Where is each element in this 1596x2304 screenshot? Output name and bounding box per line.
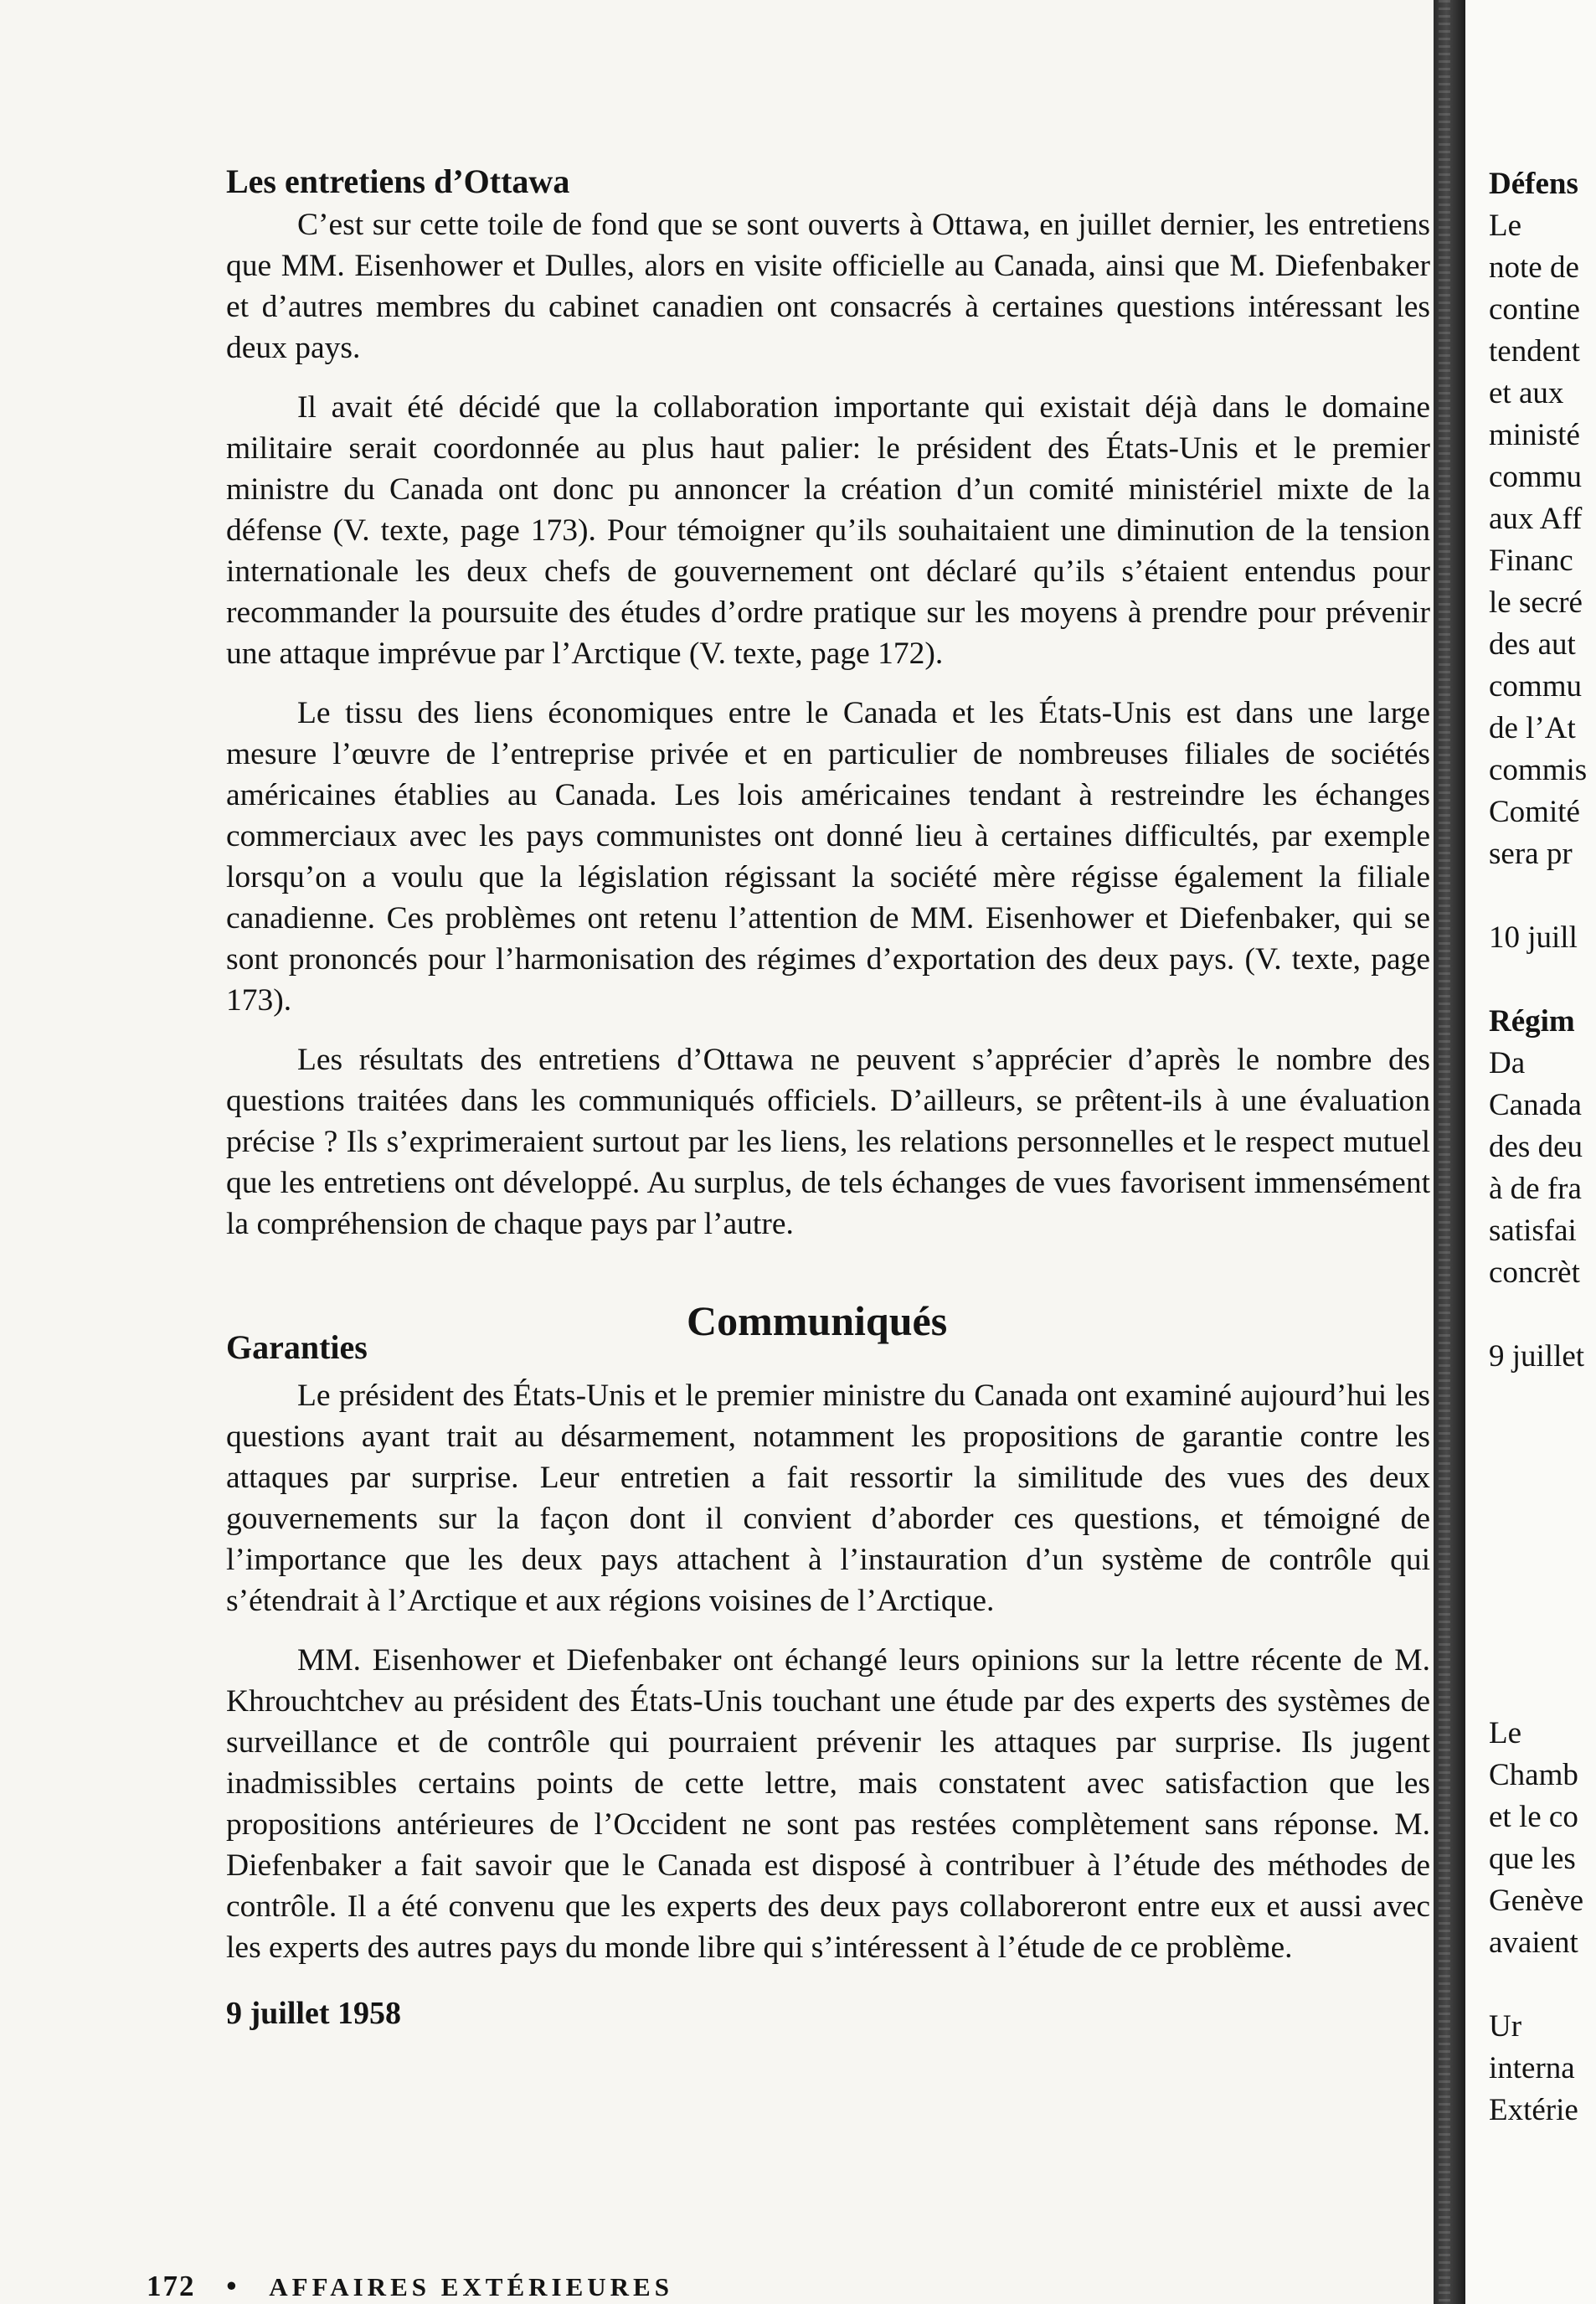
right-page-line: 9 juillet bbox=[1489, 1339, 1585, 1374]
right-page-line: Défens bbox=[1489, 167, 1578, 201]
right-page-line bbox=[1489, 1503, 1596, 1545]
right-page-line: ministé bbox=[1489, 418, 1580, 452]
right-page-line: Ur bbox=[1489, 2009, 1522, 2044]
paragraph: Le tissu des liens économiques entre le Canada et les États-Unis est dans une large mesure l’œuvre de l’entreprise privée et en particulier de nombreuses filiales de sociétés américaines établies au Canada. Les lois américaines tendant à restreindre les échanges commerciaux avec les pays communistes ont donné lieu à certaines difficultés, par exemple lorsqu’on a voulu que la législation régissant la société mère régisse également la filiale canadienne. Ces problèmes ont retenu l’attention de MM. Eisenhower et Diefenbaker, qui se sont prononcés pour l’harmonisation des régimes d’exportation des deux pays. (V. texte, page 173). bbox=[226, 696, 1430, 1018]
paragraph: Il avait été décidé que la collaboration importante qui existait déjà dans le domaine militaire serait coordonnée au plus haut palier: le président des États-Unis et le premier ministre du Canada ont donc pu annoncer la création d’un comité ministériel mixte de la défense (V. texte, page 173). Pour témoigner qu’ils souhaitaient une diminution de la tension internationale les deux chefs de gouvernement ont déclaré qu’ils s’étaient entendus pour recommander la poursuite des études d’ordre pratique sur les moyens à prendre pour prévenir une attaque imprévue par l’Arctique (V. texte, page 172). bbox=[226, 390, 1430, 671]
right-page-line: Le bbox=[1489, 209, 1522, 243]
right-page-line: aux Aff bbox=[1489, 502, 1583, 536]
book-gutter bbox=[1434, 0, 1465, 2304]
right-page-line bbox=[1489, 875, 1596, 917]
right-page-line: que les bbox=[1489, 1842, 1576, 1876]
paragraph: MM. Eisenhower et Diefenbaker ont échangé leurs opinions sur la lettre récente de M. Khrouchtchev au président des États-Unis touchant une étude par des experts des systèmes de surveillance et de contrôle qui pourraient prévenir les attaques par surprise. Ils jugent inadmissibles certains points de cette lettre, mais constatent avec satisfaction que les propositions antérieures de l’Occident ne sont pas restées complètement sans réponse. M. Diefenbaker a fait savoir que le Canada est disposé à contribuer à l’étude des méthodes de contrôle. Il a été convenu que les experts des deux pays collaboreront entre eux et aussi avec les experts des autres pays du monde libre qui s’intéressent à l’étude de ce problème. bbox=[226, 1643, 1430, 1965]
right-page-line: Chamb bbox=[1489, 1758, 1578, 1792]
right-page-line: interna bbox=[1489, 2051, 1575, 2085]
right-page-line: commu bbox=[1489, 460, 1582, 494]
right-page-line: Le bbox=[1489, 1716, 1522, 1750]
right-page-line bbox=[1489, 1294, 1596, 1336]
right-page-line: concrèt bbox=[1489, 1255, 1580, 1290]
page-footer bbox=[147, 2270, 673, 2303]
right-page-line: commu bbox=[1489, 669, 1582, 704]
right-page-line bbox=[1489, 1671, 1596, 1713]
right-page-fragments bbox=[1489, 163, 1596, 2131]
right-page-line: Extérie bbox=[1489, 2093, 1578, 2127]
right-page-line bbox=[1489, 1378, 1596, 1420]
right-page-line: note de bbox=[1489, 250, 1579, 285]
right-page-line: commis bbox=[1489, 753, 1588, 787]
section-heading-ottawa: Les entretiens d’Ottawa bbox=[226, 162, 570, 200]
right-page bbox=[1465, 0, 1596, 2304]
section-heading-communiques: Communiqués bbox=[687, 1297, 948, 1344]
right-page-line: le secré bbox=[1489, 585, 1583, 620]
page-number: 172 bbox=[147, 2270, 196, 2302]
right-page-line: 10 juill bbox=[1489, 920, 1578, 955]
right-page-line: avaient bbox=[1489, 1925, 1578, 1960]
right-page-line: et le co bbox=[1489, 1800, 1578, 1834]
right-page-line bbox=[1489, 1629, 1596, 1671]
right-page-line bbox=[1489, 959, 1596, 1001]
paragraph: Les résultats des entretiens d’Ottawa ne peuvent s’apprécier d’après le nombre des questions traitées dans les communiqués officiels. D’ailleurs, se prêtent-ils à une évaluation précise ? Ils s’exprimeraient surtout par les liens, les relations personnelles et le respect mutuel que les entretiens ont développé. Au surplus, de tels échanges de vues favorisent immensément la compréhension de chaque pays par l’autre. bbox=[226, 1043, 1430, 1241]
right-page-line: et aux bbox=[1489, 376, 1564, 410]
journal-title: AFFAIRES EXTÉRIEURES bbox=[269, 2272, 673, 2301]
footer-separator: • bbox=[226, 2270, 239, 2302]
right-page-line: de l’At bbox=[1489, 711, 1576, 745]
right-page-line: Financ bbox=[1489, 544, 1573, 578]
right-page-line bbox=[1489, 1964, 1596, 2006]
right-page-line: tendent bbox=[1489, 334, 1580, 369]
paragraph: Le président des États-Unis et le premier ministre du Canada ont examiné aujourd’hui les questions ayant trait au désarmement, notamment les propositions de garantie contre les attaques par surprise. Leur entretien a fait ressortir la similitude des vues des deux gouvernements sur la façon dont il convient d’aborder ces questions, et témoigné de l’importance que les deux pays attachent à l’instauration d’un système de contrôle qui s’étendrait à l’Arctique et aux régions voisines de l’Arctique. bbox=[226, 1379, 1430, 1618]
right-page-line: Genève bbox=[1489, 1884, 1583, 1918]
communique-date: 9 juillet 1958 bbox=[226, 1996, 401, 2031]
paragraph: C’est sur cette toile de fond que se sont ouverts à Ottawa, en juillet dernier, les entretiens que MM. Eisenhower et Dulles, alors en visite officielle au Canada, ainsi que M. Diefenbaker et d’autres membres du cabinet canadien ont consacrés à certaines questions intéressant les deux pays. bbox=[226, 208, 1430, 365]
section-heading-garanties: Garanties bbox=[226, 1328, 368, 1366]
right-page-line: Canada bbox=[1489, 1088, 1582, 1122]
right-page-line: sera pr bbox=[1489, 837, 1573, 871]
right-page-line: des aut bbox=[1489, 627, 1576, 662]
article-column bbox=[226, 159, 1430, 2034]
right-page-line bbox=[1489, 1587, 1596, 1629]
right-page-line: Da bbox=[1489, 1046, 1526, 1080]
right-page-line bbox=[1489, 1461, 1596, 1503]
communiques-heading-row bbox=[226, 1297, 1430, 1375]
right-page-line bbox=[1489, 1545, 1596, 1587]
right-page-line: Comité bbox=[1489, 795, 1580, 829]
right-page-line: satisfai bbox=[1489, 1214, 1577, 1248]
right-page-line: des deu bbox=[1489, 1130, 1583, 1164]
right-page-line bbox=[1489, 1420, 1596, 1461]
right-page-line: à de fra bbox=[1489, 1172, 1582, 1206]
right-page-line: Régim bbox=[1489, 1004, 1575, 1039]
right-page-line: contine bbox=[1489, 292, 1580, 327]
